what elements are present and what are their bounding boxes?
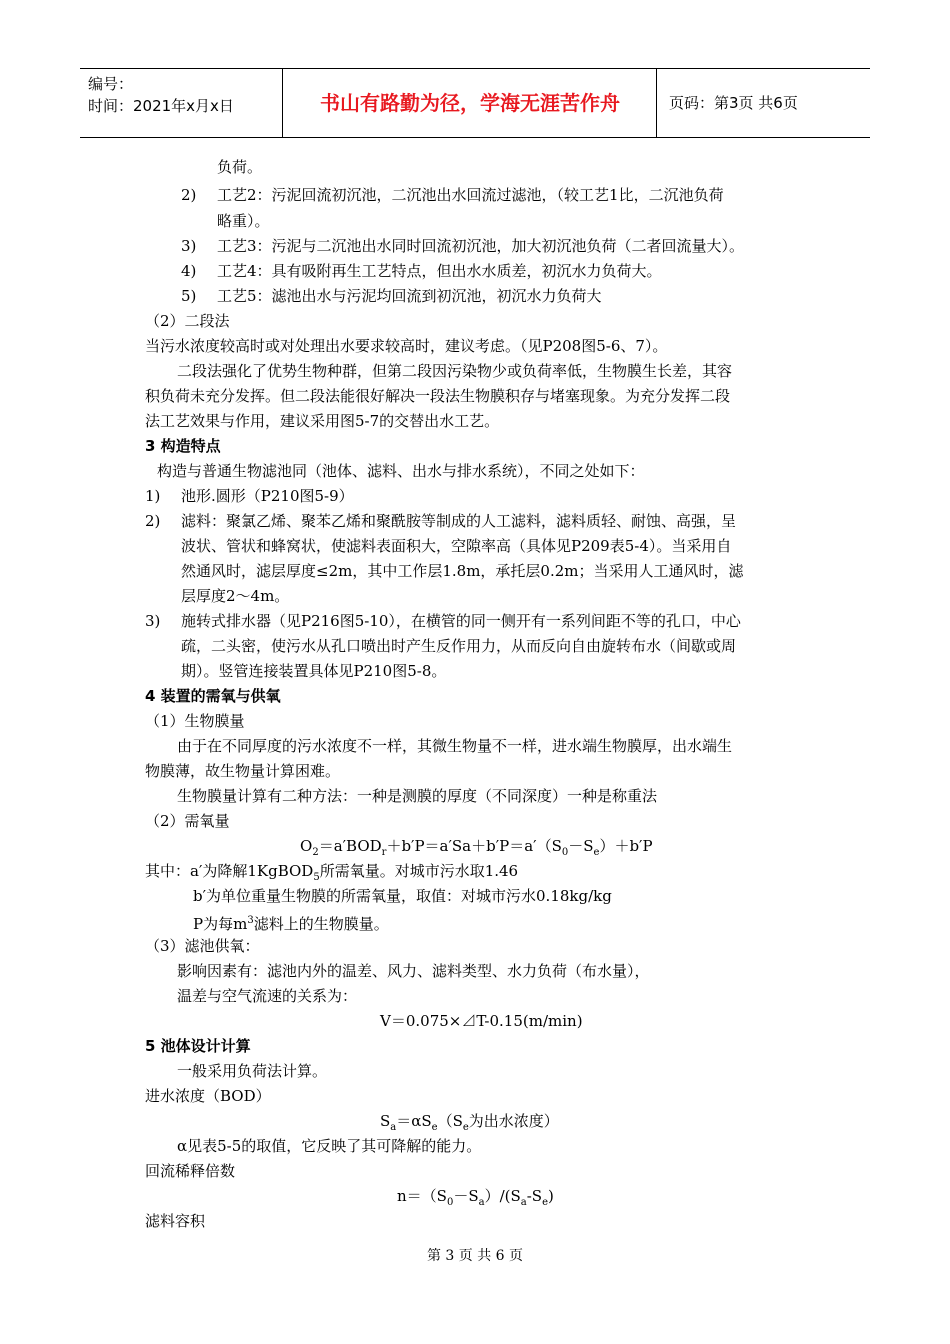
header-divider (282, 69, 283, 137)
paragraph-line: 温差与空气流速的关系为： (177, 987, 358, 1005)
formula-subscript: e (542, 1197, 548, 1208)
paragraph-line: 略重）。 (217, 212, 270, 230)
formula-subscript: a (520, 1197, 527, 1208)
list-number: 2) (181, 186, 197, 204)
formula-subscript: 0 (446, 1197, 454, 1208)
list-item (145, 509, 736, 533)
formula-part: －S (568, 837, 594, 855)
formula-part: O (300, 837, 313, 855)
paragraph-line: 生物膜量计算有二种方法：一种是测膜的厚度（不同深度）一种是称重法 (177, 787, 658, 805)
document-number-label: 编号： (88, 75, 134, 93)
subsection-heading: （1）生物膜量 (145, 712, 245, 730)
formula-part: 为出水浓度） (468, 1112, 559, 1130)
paragraph-line: 构造与普通生物滤池同（池体、滤料、出水与排水系统），不同之处如下： (157, 462, 645, 480)
header-meta (88, 73, 280, 117)
formula-part: n＝（S (397, 1187, 447, 1205)
paragraph-line: 层厚度2～4m。 (181, 587, 290, 605)
subsection-heading: （3）滤池供氧： (145, 937, 260, 955)
paragraph-line: 一般采用负荷法计算。 (177, 1062, 328, 1080)
formula-subscript: r (381, 847, 387, 858)
text-subscript: 5 (313, 872, 320, 883)
paragraph-line: 期）。竖管连接装置具体见P210图5-8。 (181, 662, 447, 680)
list-item (181, 259, 662, 283)
formula-part: （S (437, 1112, 463, 1130)
list-text: 工艺5：滤池出水与污泥均回流到初沉池，初沉水力负荷大 (217, 287, 602, 305)
paragraph-line: 然通风时，滤层厚度≤2m，其中工作层1.8m，承托层0.2m；当采用人工通风时，滤 (181, 562, 744, 580)
paragraph-line (193, 909, 389, 936)
section-heading: 5 池体设计计算 (145, 1037, 251, 1055)
page-footer: 第 3 页 共 6 页 (426, 1248, 524, 1264)
formula-subscript: a (390, 1122, 397, 1133)
paragraph-line: 法工艺效果与作用，建议采用图5-7的交替出水工艺。 (145, 412, 500, 430)
paragraph-line: 回流稀释倍数 (145, 1162, 236, 1180)
list-text: 池形.圆形（P210图5-9） (181, 487, 354, 505)
formula-part: ＝a′BOD (318, 837, 382, 855)
text-part: 其中：a′为降解1KgBOD (145, 862, 314, 880)
page-header (80, 68, 870, 138)
header-divider (656, 69, 657, 137)
list-number: 4) (181, 262, 197, 280)
list-item (181, 234, 744, 258)
dilution-ratio-formula (397, 1184, 554, 1215)
list-text: 工艺4：具有吸附再生工艺特点，但出水水质差，初沉水力负荷大。 (217, 262, 662, 280)
paragraph-line: 负荷。 (217, 158, 263, 176)
list-text: 工艺3：污泥与二沉池出水同时回流初沉池，加大初沉池负荷（二者回流量大）。 (217, 237, 745, 255)
list-item (181, 284, 602, 308)
formula-part: ＝αS (396, 1112, 432, 1130)
list-number: 2) (145, 512, 161, 530)
list-number: 5) (181, 287, 197, 305)
list-text: 工艺2：污泥回流初沉池，二沉池出水回流过滤池，（较工艺1比，二沉池负荷 (217, 186, 724, 204)
paragraph-line: 当污水浓度较高时或对处理出水要求较高时，建议考虑。（见P208图5-6、7）。 (145, 337, 668, 355)
formula-part: ＋b′P＝a′Sa＋b′P＝a′（S (386, 837, 562, 855)
paragraph-line: 进水浓度（BOD） (145, 1087, 271, 1105)
formula-subscript: 2 (312, 847, 319, 858)
document-date: 时间：2021年x月x日 (88, 97, 234, 115)
air-velocity-formula: V＝0.075×⊿T-0.15(m/min) (380, 1012, 583, 1030)
subsection-heading: （2）需氧量 (145, 812, 230, 830)
text-superscript: 3 (247, 915, 254, 926)
formula-part: -S (526, 1187, 543, 1205)
formula-part: S (380, 1112, 391, 1130)
formula-subscript: e (593, 847, 600, 858)
text-part: 滤料上的生物膜量。 (253, 915, 389, 933)
paragraph-line: 物膜薄，故生物量计算困难。 (145, 762, 341, 780)
formula-subscript: 0 (561, 847, 569, 858)
list-number: 3) (181, 237, 197, 255)
formula-part: －S (453, 1187, 479, 1205)
subsection-heading: （2）二段法 (145, 312, 230, 330)
text-part: 所需氧量。对城市污水取1.46 (319, 862, 519, 880)
paragraph-line: α见表5-5的取值，它反映了其可降解的能力。 (177, 1137, 482, 1155)
list-item (181, 183, 724, 207)
paragraph-line: 影响因素有：滤池内外的温差、风力、滤料类型、水力负荷（布水量）， (177, 962, 650, 980)
formula-part: ）/(S (484, 1187, 521, 1205)
paragraph-line: b′为单位重量生物膜的所需氧量，取值：对城市污水0.18kg/kg (193, 887, 612, 905)
list-item (145, 609, 741, 633)
formula-subscript: a (478, 1197, 485, 1208)
list-text: 滤料：聚氯乙烯、聚苯乙烯和聚酰胺等制成的人工滤料，滤料质轻、耐蚀、高强，呈 (181, 512, 737, 530)
paragraph-line: 波状、管状和蜂窝状，使滤料表面积大，空隙率高（具体见P209表5-4）。当采用自 (181, 537, 732, 555)
paragraph-line: 由于在不同厚度的污水浓度不一样，其微生物量不一样，进水端生物膜厚，出水端生 (177, 737, 733, 755)
formula-subscript: e (431, 1122, 438, 1133)
list-number: 1) (145, 487, 161, 505)
section-heading: 4 装置的需氧与供氧 (145, 687, 281, 705)
paragraph-line: 滤料容积 (145, 1212, 206, 1230)
section-heading: 3 构造特点 (145, 437, 221, 455)
paragraph-line: 疏，二头密，使污水从孔口喷出时产生反作用力，从而反向自由旋转布水（间歇或周 (181, 637, 737, 655)
formula-part: ) (548, 1187, 554, 1205)
paragraph-line: 二段法强化了优势生物种群，但第二段因污染物少或负荷率低，生物膜生长差，其容 (177, 362, 733, 380)
header-motto: 书山有路勤为径，学海无涯苦作舟 (320, 91, 620, 115)
list-number: 3) (145, 612, 161, 630)
header-page-number: 页码：第3页 共6页 (669, 94, 798, 112)
paragraph-line: 积负荷未充分发挥。但二段法能很好解决一段法生物膜积存与堵塞现象。为充分发挥二段 (145, 387, 731, 405)
list-text: 施转式排水器（见P216图5-10），在横管的同一侧开有一系列间距不等的孔口，中心 (181, 612, 741, 630)
text-part: P为每m (193, 915, 248, 933)
formula-subscript: e (462, 1122, 469, 1133)
formula-part: ）＋b′P (599, 837, 653, 855)
list-item (145, 484, 354, 508)
